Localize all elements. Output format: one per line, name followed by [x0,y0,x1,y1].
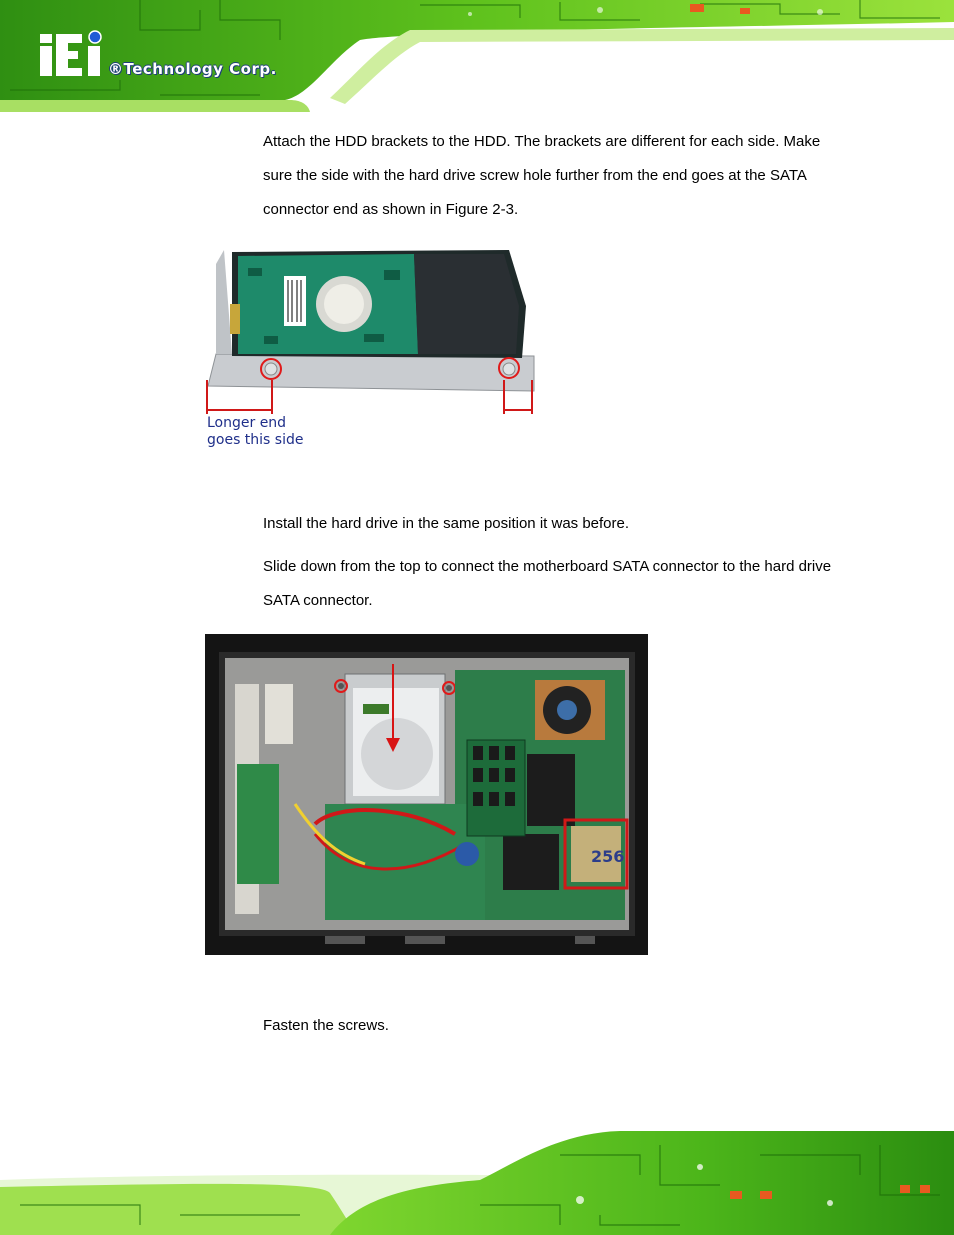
instruction-attach-brackets: Attach the HDD brackets to the HDD. The brackets are different for each side. Make sure the side with the hard drive screw hole further from the end goes at the SATA connector end as shown in Figure 2-3. [263,133,821,218]
page-header [0,0,954,112]
instruction-install-drive: Install the hard drive in the same position it was before. [263,515,630,532]
longer-end-note [207,415,327,449]
footer-circuit-banner [0,1125,954,1235]
chassis-interior-photo [205,634,648,955]
page-footer [0,1125,954,1235]
instruction-fasten-screws: Fasten the screws. [263,1017,389,1034]
header-circuit-banner [0,0,954,112]
company-name: ®Technology Corp. [108,60,277,78]
instruction-slide-down: Slide down from the top to connect the motherboard SATA connector to the hard drive SATA connector. [263,558,832,609]
cf-card-label: 256 [591,847,625,866]
longer-end-line1: Longer end [207,415,287,431]
longer-end-line2: goes this side [207,432,304,448]
figure-chassis-interior [205,634,648,955]
iei-logo-icon [40,31,101,76]
